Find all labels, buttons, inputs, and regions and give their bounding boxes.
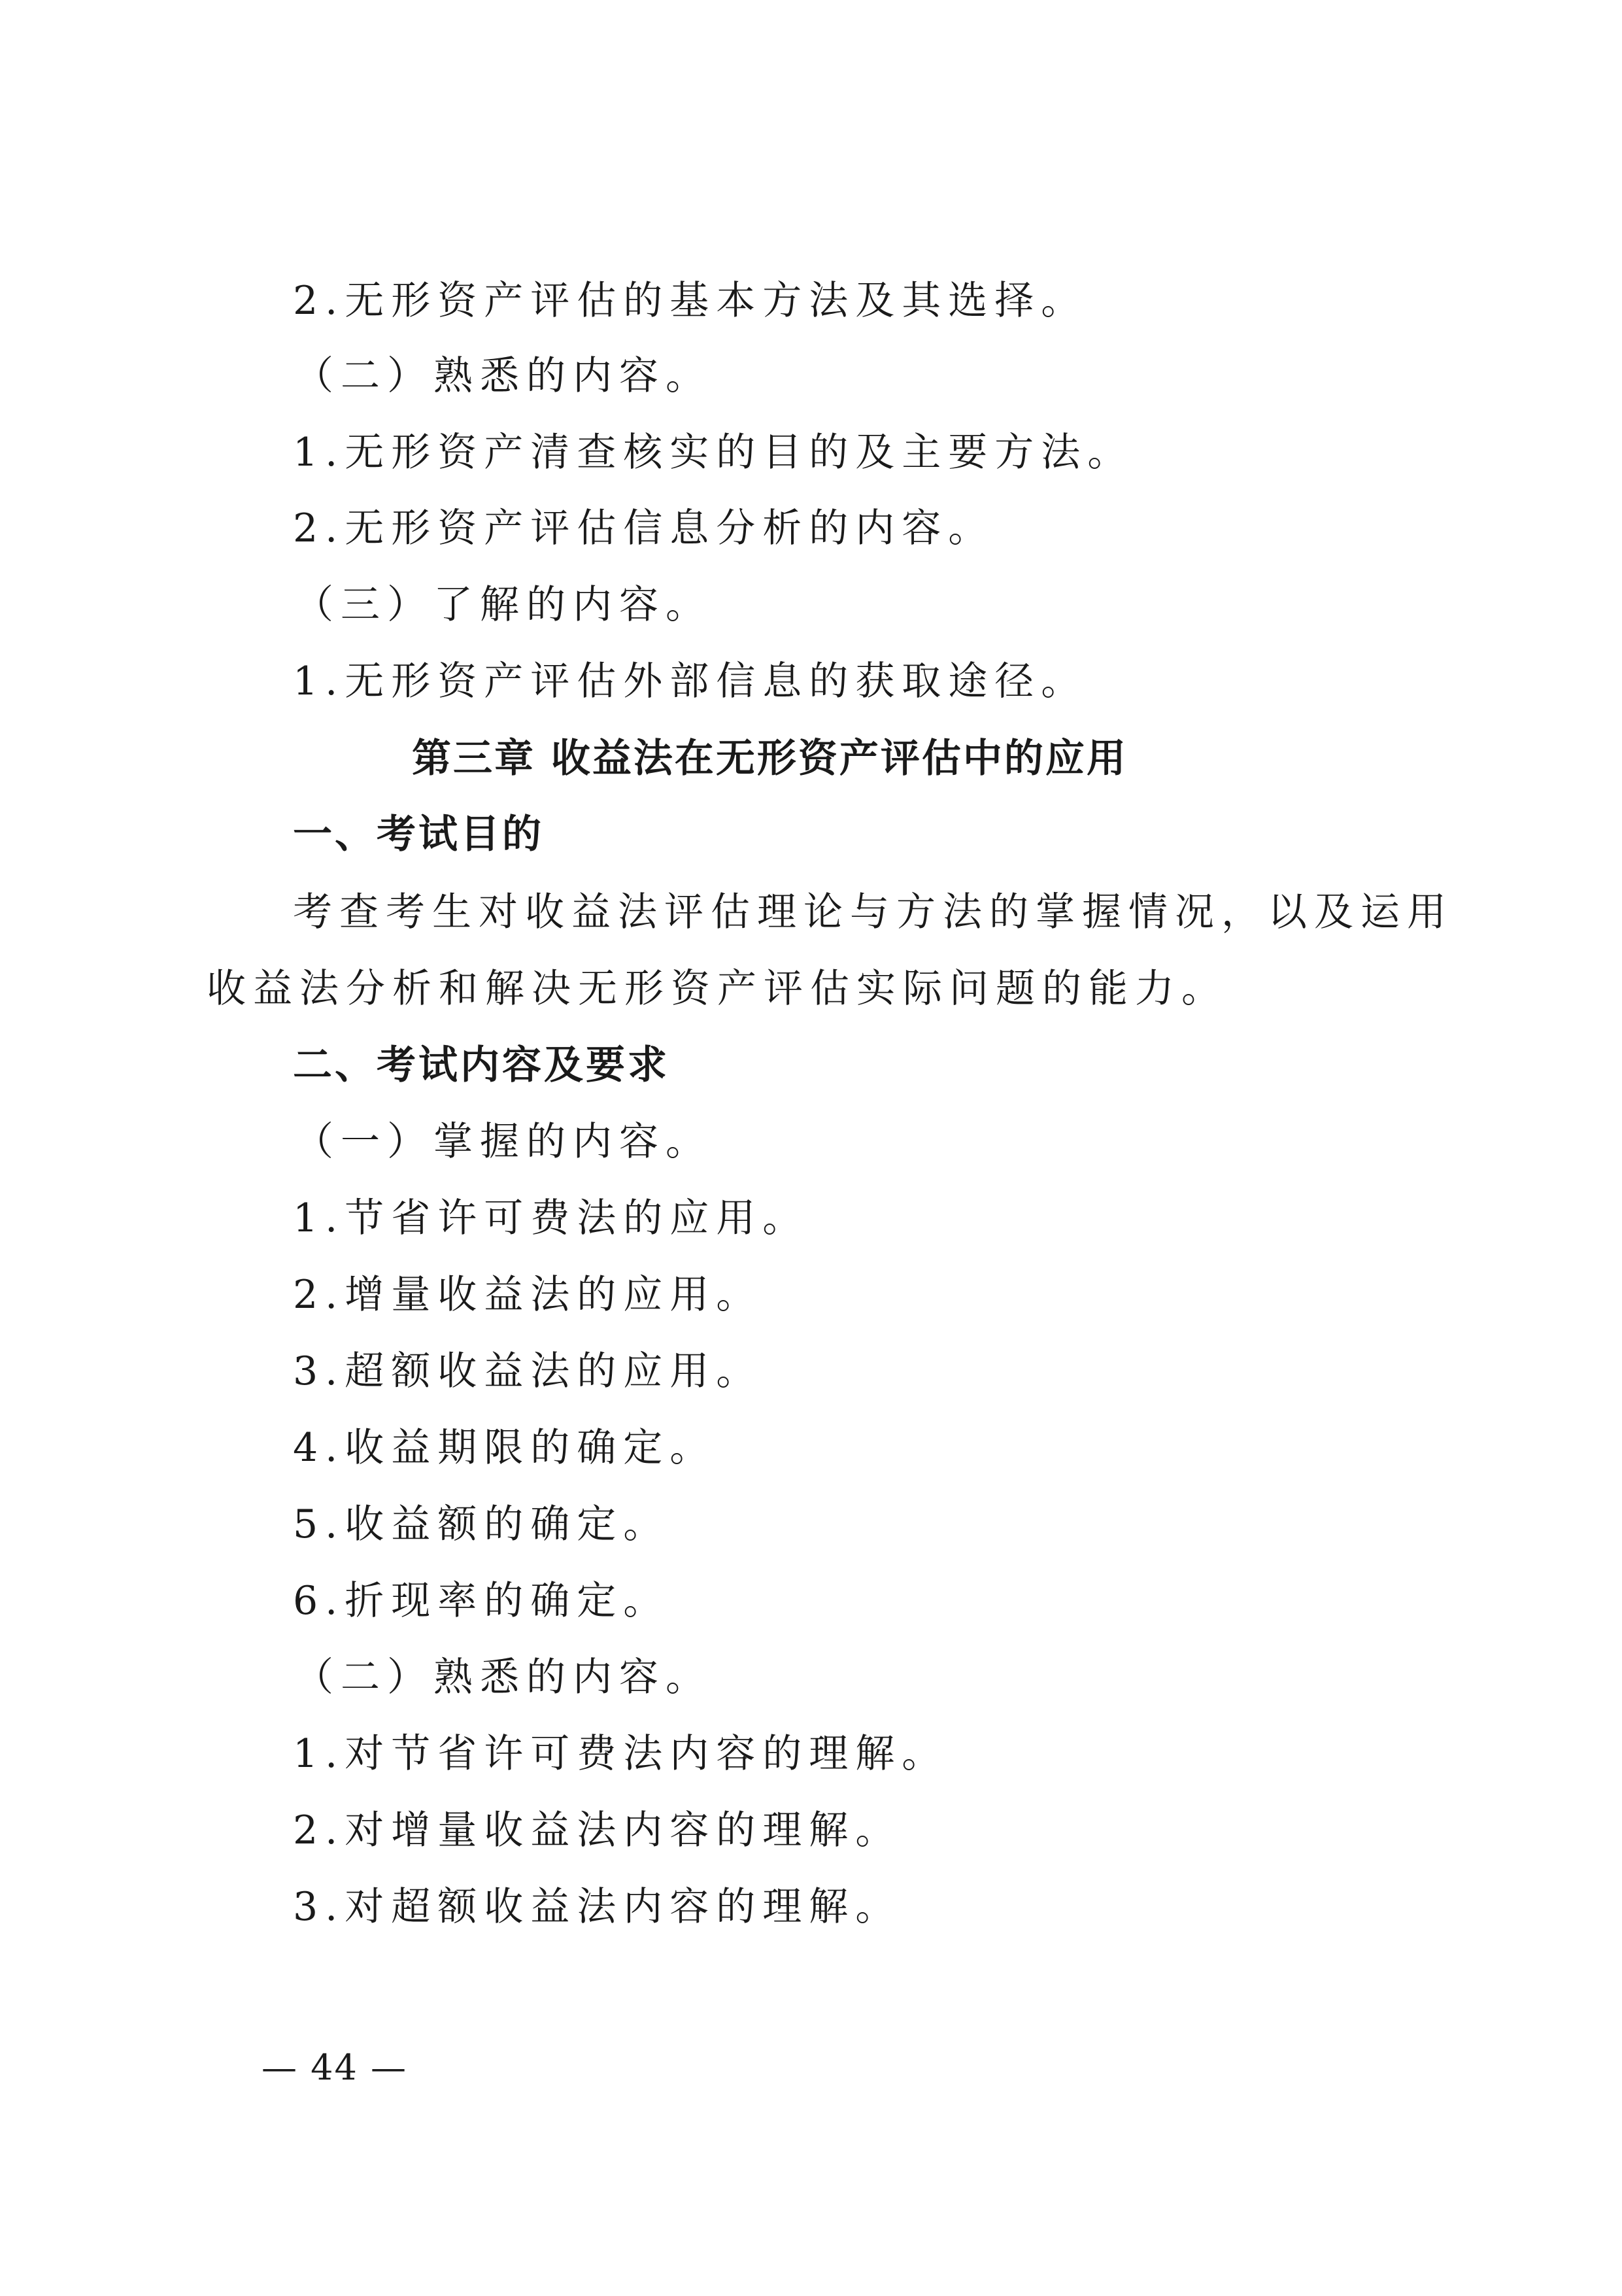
list-item: 5.收益额的确定。 [293,1501,670,1547]
list-item: 1.节省许可费法的应用。 [293,1195,809,1241]
list-item: 2.对增量收益法内容的理解。 [293,1808,902,1853]
section-heading-exam-purpose: 一、考试目的 [293,812,544,857]
subsection-heading-familiar-2: （二）熟悉的内容。 [294,1654,712,1700]
chapter-title: 第三章 收益法在无形资产评估中的应用 [412,736,1128,781]
list-item: 3.对超额收益法内容的理解。 [293,1884,902,1930]
list-item-method-selection: 2.无形资产评估的基本方法及其选择。 [293,278,1088,324]
list-item: 3.超额收益法的应用。 [293,1348,763,1394]
paragraph-purpose-line-1: 考查考生对收益法评估理论与方法的掌握情况，以及运用 [293,889,1453,935]
subsection-heading-master: （一）掌握的内容。 [294,1119,712,1165]
list-item: 6.折现率的确定。 [293,1578,670,1624]
paragraph-purpose-line-2: 收益法分析和解决无形资产评估实际问题的能力。 [207,966,1228,1012]
list-item-info-analysis: 2.无形资产评估信息分析的内容。 [293,505,995,551]
section-heading-exam-content: 二、考试内容及要求 [293,1042,669,1088]
subsection-heading-understand: （三）了解的内容。 [294,582,712,628]
list-item: 1.对节省许可费法内容的理解。 [293,1731,949,1777]
list-item-verification: 1.无形资产清查核实的目的及主要方法。 [293,430,1134,475]
list-item: 2.增量收益法的应用。 [293,1272,763,1318]
list-item-external-info: 1.无形资产评估外部信息的获取途径。 [293,659,1088,704]
subsection-heading-familiar: （二）熟悉的内容。 [294,353,712,399]
list-item: 4.收益期限的确定。 [293,1425,717,1471]
page-number: — 44 — [262,2047,408,2088]
